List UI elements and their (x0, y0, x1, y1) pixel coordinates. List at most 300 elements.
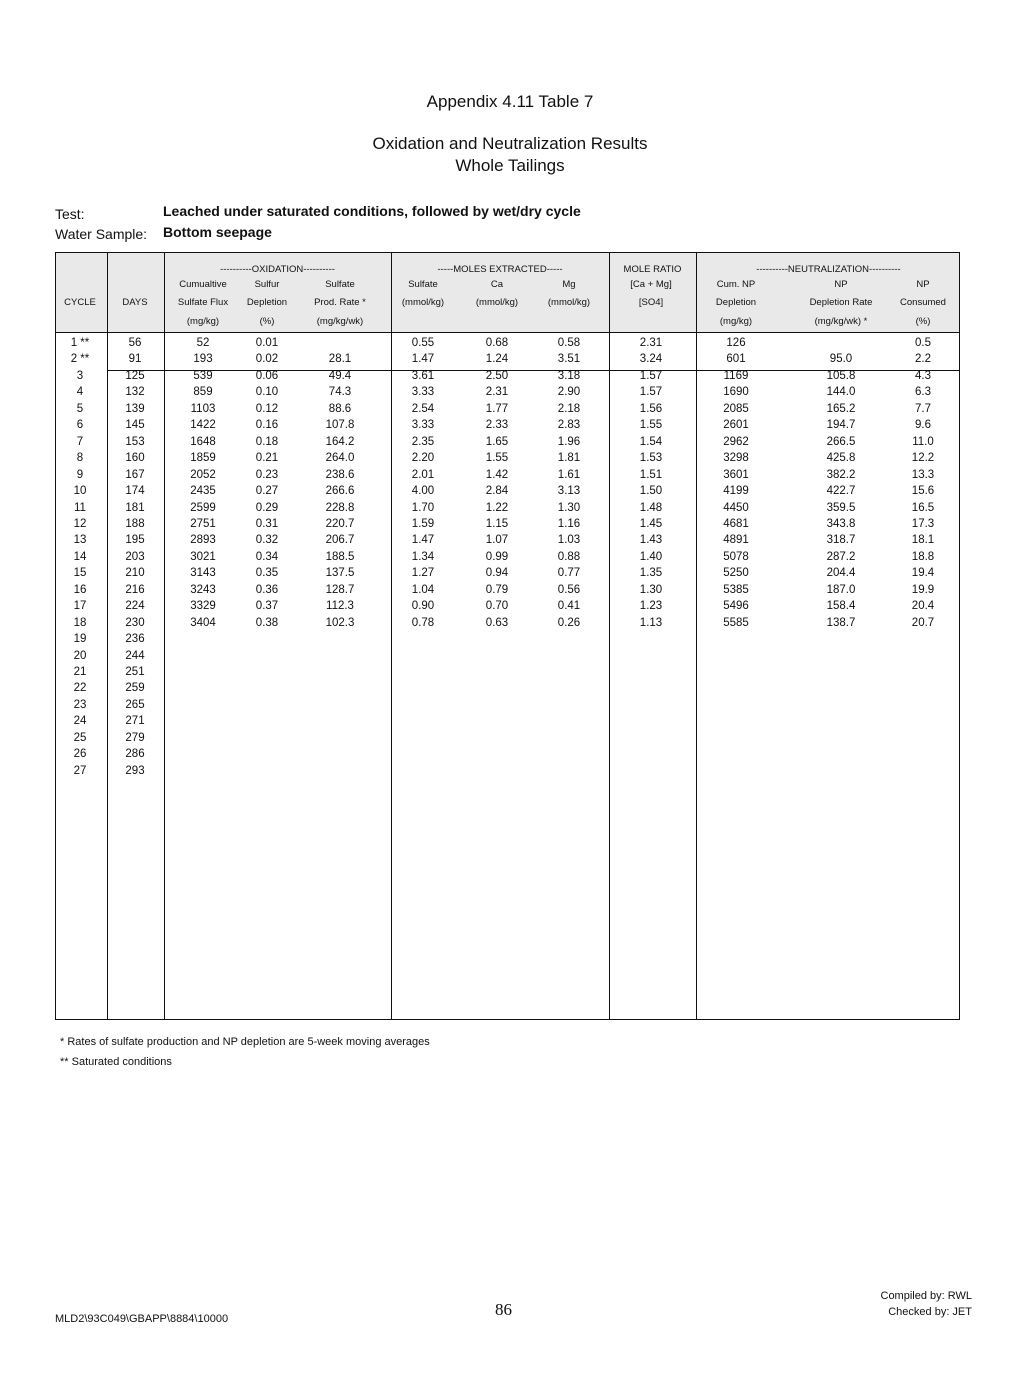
cell-sulfate-mmol: 3.33 (411, 386, 435, 399)
cell-cycle: 3 (76, 369, 84, 382)
table-row (56, 434, 959, 450)
cell-mg-mmol: 1.96 (557, 435, 581, 448)
col-header-sulfate-prod-rate: (mg/kg/wk) (316, 316, 364, 327)
table-row (56, 417, 959, 433)
cell-mg-mmol: 0.41 (557, 600, 581, 613)
cell-days: 91 (128, 353, 142, 366)
cell-days: 174 (125, 485, 145, 498)
cell-cum-np-depletion: 1690 (723, 386, 749, 399)
cell-np-consumed: 4.3 (915, 369, 931, 382)
cell-sulfur-depletion: 0.18 (255, 435, 279, 448)
cell-mg-mmol: 1.61 (557, 468, 581, 481)
cell-cycle: 14 (73, 550, 87, 563)
col-header-mg-mmol: (mmol/kg) (547, 297, 591, 308)
cell-days: 210 (125, 567, 145, 580)
table-row (56, 664, 959, 680)
cell-days: 271 (125, 715, 145, 728)
cell-cycle: 15 (73, 567, 87, 580)
cell-np-consumed: 18.1 (911, 534, 935, 547)
cell-sulfur-depletion: 0.34 (255, 550, 279, 563)
cell-cycle: 22 (73, 682, 87, 695)
table-row (56, 335, 959, 351)
cell-cum-np-depletion: 2962 (723, 435, 749, 448)
cell-cycle: 16 (73, 583, 87, 596)
cell-cum-np-depletion: 5078 (723, 550, 749, 563)
cell-mole-ratio: 1.51 (639, 468, 663, 481)
cell-ca-mmol: 0.70 (485, 600, 509, 613)
table-row (56, 713, 959, 729)
group-moles-extracted: -----MOLES EXTRACTED----- (437, 264, 563, 275)
col-header-np-consumed: Consumed (900, 297, 946, 308)
cell-cycle: 4 (76, 386, 84, 399)
cell-sulfate-prod-rate: 128.7 (325, 583, 355, 596)
cell-cycle: 12 (73, 517, 87, 530)
cell-sulfate-mmol: 1.47 (411, 353, 435, 366)
table-row (56, 763, 959, 779)
cell-np-consumed: 13.3 (911, 468, 935, 481)
cell-np-depletion-rate: 425.8 (826, 452, 856, 465)
header-divider (56, 332, 959, 333)
cell-cum-np-depletion: 3601 (723, 468, 749, 481)
cell-sulfur-depletion: 0.06 (255, 369, 279, 382)
compiled-by: Compiled by: RWL (880, 1290, 972, 1302)
checked-by: Checked by: JET (888, 1306, 972, 1318)
cell-sulfate-mmol: 3.33 (411, 419, 435, 432)
cell-mole-ratio: 1.43 (639, 534, 663, 547)
group-mole-ratio: MOLE RATIO (623, 264, 682, 275)
cell-np-depletion-rate: 165.2 (826, 402, 856, 415)
cell-ca-mmol: 2.84 (485, 485, 509, 498)
cell-days: 167 (125, 468, 145, 481)
cell-mg-mmol: 0.56 (557, 583, 581, 596)
table-row (56, 746, 959, 762)
cell-sulfate-mmol: 2.01 (411, 468, 435, 481)
cell-cum-np-depletion: 4891 (723, 534, 749, 547)
col-header-sulfur-depletion: (%) (259, 316, 275, 327)
cell-cycle: 11 (74, 501, 86, 514)
table-row (56, 483, 959, 499)
test-label: Test: (55, 206, 85, 222)
cell-mg-mmol: 3.18 (557, 369, 581, 382)
col-header-np-depletion-rate: NP (834, 279, 848, 290)
cell-cumulative-sulfate-flux: 859 (193, 386, 213, 399)
cell-cumulative-sulfate-flux: 52 (196, 337, 210, 349)
cell-mg-mmol: 3.51 (557, 353, 581, 366)
cell-np-depletion-rate: 343.8 (826, 517, 856, 530)
cell-cum-np-depletion: 126 (726, 337, 746, 349)
cell-sulfur-depletion: 0.37 (255, 600, 279, 613)
col-header-cumulative-sulfate-flux: (mg/kg) (186, 316, 220, 327)
cell-days: 286 (125, 748, 145, 761)
cell-sulfate-mmol: 2.54 (411, 402, 435, 415)
cell-cum-np-depletion: 1169 (723, 369, 749, 382)
cell-cumulative-sulfate-flux: 2052 (190, 468, 216, 481)
cell-mg-mmol: 0.26 (557, 616, 581, 629)
cell-sulfate-mmol: 1.47 (411, 534, 435, 547)
cell-sulfate-prod-rate: 112.3 (326, 600, 354, 613)
table-row (56, 565, 959, 581)
cell-cycle: 20 (73, 649, 87, 662)
cell-days: 224 (125, 600, 145, 613)
cell-sulfate-prod-rate: 264.0 (325, 452, 355, 465)
cell-sulfur-depletion: 0.36 (255, 583, 279, 596)
cell-cum-np-depletion: 2601 (723, 419, 749, 432)
table-row (56, 680, 959, 696)
cell-sulfur-depletion: 0.02 (255, 353, 279, 366)
cell-mole-ratio: 1.54 (639, 435, 663, 448)
cell-np-depletion-rate: 287.2 (826, 550, 856, 563)
table-row (56, 615, 959, 631)
cell-mole-ratio: 1.55 (639, 419, 663, 432)
cell-days: 203 (125, 550, 145, 563)
cell-np-consumed: 18.8 (911, 550, 935, 563)
table-row (56, 351, 959, 367)
cell-sulfur-depletion: 0.21 (255, 452, 279, 465)
cell-mg-mmol: 1.03 (557, 534, 581, 547)
cell-mg-mmol: 1.81 (557, 452, 581, 465)
cell-sulfate-prod-rate: 88.6 (328, 402, 352, 415)
cell-days: 230 (125, 616, 145, 629)
col-header-cumulative-sulfate-flux: Cumualtive (179, 279, 227, 290)
cell-sulfur-depletion: 0.29 (255, 501, 279, 514)
footnote-saturated: ** Saturated conditions (60, 1056, 172, 1068)
cell-cycle: 27 (73, 764, 87, 777)
cell-cum-np-depletion: 5385 (723, 583, 749, 596)
cell-mole-ratio: 1.30 (639, 583, 663, 596)
cell-mole-ratio: 3.24 (639, 353, 663, 366)
col-header-np-depletion-rate: (mg/kg/wk) * (814, 316, 868, 327)
cell-ca-mmol: 1.42 (485, 468, 509, 481)
cell-days: 236 (125, 633, 145, 646)
cell-cycle: 17 (73, 600, 87, 613)
col-header-sulfate-prod-rate: Sulfate (325, 279, 355, 290)
table-row (56, 598, 959, 614)
cell-cumulative-sulfate-flux: 2751 (190, 517, 216, 530)
cell-days: 181 (125, 501, 145, 514)
cell-sulfate-prod-rate: 266.6 (325, 485, 355, 498)
cell-sulfate-mmol: 1.70 (411, 501, 435, 514)
cell-sulfur-depletion: 0.12 (255, 402, 279, 415)
cell-cum-np-depletion: 4199 (723, 485, 749, 498)
cell-np-consumed: 19.4 (911, 567, 935, 580)
cell-np-consumed: 19.9 (911, 583, 935, 596)
group-oxidation: ----------OXIDATION---------- (220, 264, 335, 275)
cell-np-consumed: 0.5 (915, 337, 931, 349)
cell-cumulative-sulfate-flux: 193 (193, 353, 213, 366)
table-row (56, 549, 959, 565)
cell-cum-np-depletion: 5250 (723, 567, 749, 580)
water-sample-label: Water Sample: (55, 226, 148, 242)
cell-np-depletion-rate: 382.2 (826, 468, 856, 481)
cell-days: 244 (125, 649, 145, 662)
cell-cumulative-sulfate-flux: 3404 (190, 616, 216, 629)
cell-days: 216 (125, 583, 145, 596)
cell-cycle: 26 (73, 748, 87, 761)
cell-days: 251 (125, 666, 145, 678)
cell-mole-ratio: 1.57 (639, 386, 663, 399)
cell-cumulative-sulfate-flux: 3243 (190, 583, 216, 596)
col-header-sulfate-prod-rate: Prod. Rate * (314, 297, 366, 308)
col-header-np-depletion-rate: Depletion Rate (809, 297, 873, 308)
cell-cycle: 9 (76, 468, 84, 481)
cell-cum-np-depletion: 5496 (723, 600, 749, 613)
cell-cumulative-sulfate-flux: 1859 (190, 452, 216, 465)
cell-np-depletion-rate: 204.4 (826, 567, 856, 580)
cell-np-consumed: 7.7 (915, 402, 931, 415)
cell-sulfate-mmol: 0.78 (411, 616, 435, 629)
cell-mole-ratio: 1.13 (639, 616, 663, 629)
cell-cycle: 18 (73, 616, 87, 629)
table-subtitle: Whole Tailings (455, 156, 565, 175)
cell-mole-ratio: 1.57 (639, 369, 663, 382)
col-header-cumulative-sulfate-flux: Sulfate Flux (177, 297, 229, 308)
cell-cum-np-depletion: 4681 (723, 517, 749, 530)
cell-np-depletion-rate: 359.5 (826, 501, 856, 514)
cell-np-consumed: 20.4 (911, 600, 935, 613)
cell-sulfate-prod-rate: 238.6 (325, 468, 355, 481)
cell-sulfate-mmol: 1.27 (411, 567, 435, 580)
cell-days: 153 (125, 435, 145, 448)
cell-cumulative-sulfate-flux: 539 (193, 369, 213, 382)
cell-mg-mmol: 1.16 (557, 517, 581, 530)
appendix-title: Appendix 4.11 Table 7 (426, 92, 594, 111)
table-row (56, 582, 959, 598)
cell-ca-mmol: 0.68 (485, 337, 509, 349)
cell-cycle: 23 (73, 698, 87, 711)
cell-ca-mmol: 1.15 (485, 517, 509, 530)
cell-cycle: 25 (73, 731, 87, 744)
cell-sulfate-mmol: 1.04 (411, 583, 435, 596)
cell-cycle: 6 (76, 419, 84, 432)
cell-sulfur-depletion: 0.27 (255, 485, 279, 498)
cell-sulfate-prod-rate: 74.3 (328, 386, 352, 399)
cell-cycle: 21 (73, 666, 87, 678)
cell-days: 195 (125, 534, 145, 547)
cell-cum-np-depletion: 4450 (723, 501, 749, 514)
col-header-sulfate-mmol: (mmol/kg) (401, 297, 445, 308)
cell-np-consumed: 9.6 (915, 419, 931, 432)
cell-ca-mmol: 0.99 (485, 550, 509, 563)
cell-days: 259 (125, 682, 145, 695)
cell-mg-mmol: 1.30 (557, 501, 581, 514)
cell-np-depletion-rate: 95.0 (829, 353, 853, 366)
cell-sulfate-prod-rate: 102.3 (325, 616, 355, 629)
col-header-np-consumed: NP (916, 279, 930, 290)
table-row (56, 384, 959, 400)
cell-sulfur-depletion: 0.16 (255, 419, 279, 432)
cell-cycle: 19 (73, 633, 87, 646)
cell-cycle: 5 (76, 402, 84, 415)
cell-days: 125 (125, 369, 145, 382)
water-sample-value: Bottom seepage (163, 224, 272, 240)
cell-cumulative-sulfate-flux: 1103 (190, 402, 216, 415)
cell-mg-mmol: 2.83 (557, 419, 581, 432)
cell-sulfur-depletion: 0.38 (255, 616, 279, 629)
cell-sulfate-prod-rate: 220.7 (325, 517, 355, 530)
col-header-mole-ratio: [SO4] (638, 297, 664, 308)
cell-ca-mmol: 2.31 (485, 386, 509, 399)
cell-sulfur-depletion: 0.01 (255, 337, 279, 349)
cell-ca-mmol: 1.22 (485, 501, 509, 514)
cell-np-consumed: 11.0 (912, 435, 934, 448)
cell-mole-ratio: 1.35 (639, 567, 663, 580)
cell-ca-mmol: 1.65 (485, 435, 509, 448)
col-header-cum-np-depletion: Depletion (715, 297, 757, 308)
cell-cumulative-sulfate-flux: 2435 (190, 485, 216, 498)
cell-cum-np-depletion: 2085 (723, 402, 749, 415)
cell-ca-mmol: 2.33 (485, 419, 509, 432)
cell-sulfate-mmol: 1.34 (411, 550, 435, 563)
cell-np-consumed: 15.6 (911, 485, 935, 498)
cell-sulfur-depletion: 0.23 (255, 468, 279, 481)
cell-np-consumed: 20.7 (911, 616, 935, 629)
col-header-cum-np-depletion: Cum. NP (716, 279, 756, 290)
cell-mole-ratio: 1.50 (639, 485, 663, 498)
cell-sulfate-prod-rate: 49.4 (328, 369, 352, 382)
cell-np-depletion-rate: 318.7 (826, 534, 856, 547)
cell-sulfur-depletion: 0.10 (255, 386, 279, 399)
cell-ca-mmol: 1.24 (485, 353, 509, 366)
cell-sulfate-prod-rate: 137.5 (325, 567, 355, 580)
cell-np-consumed: 16.5 (911, 501, 935, 514)
cell-np-depletion-rate: 138.7 (826, 616, 856, 629)
cell-cumulative-sulfate-flux: 3329 (190, 600, 216, 613)
cell-cycle: 8 (76, 452, 84, 465)
cell-days: 188 (125, 517, 145, 530)
cell-cycle: 2 ** (70, 353, 90, 366)
col-header-cycle: CYCLE (64, 297, 96, 308)
cell-ca-mmol: 0.94 (485, 567, 509, 580)
cell-cum-np-depletion: 5585 (723, 616, 749, 629)
col-header-sulfur-depletion: Sulfur (254, 279, 280, 290)
table-row (56, 500, 959, 516)
cell-np-depletion-rate: 194.7 (826, 419, 856, 432)
col-header-np-consumed: (%) (915, 316, 931, 327)
cell-sulfate-prod-rate: 206.7 (325, 534, 355, 547)
cell-sulfate-mmol: 1.59 (411, 517, 435, 530)
cell-cycle: 10 (73, 485, 87, 498)
cell-sulfate-prod-rate: 164.2 (325, 435, 355, 448)
cell-mole-ratio: 1.56 (639, 402, 663, 415)
cell-mg-mmol: 0.88 (557, 550, 581, 563)
col-header-sulfate-mmol: Sulfate (408, 279, 438, 290)
cell-cumulative-sulfate-flux: 3021 (190, 550, 216, 563)
table-row (56, 516, 959, 532)
cell-cycle: 24 (73, 715, 87, 728)
cell-cycle: 1 ** (70, 337, 90, 349)
cell-cycle: 7 (76, 435, 84, 448)
col-header-mole-ratio: [Ca + Mg] (630, 279, 672, 290)
cell-sulfate-prod-rate: 188.5 (325, 550, 355, 563)
table-row (56, 368, 959, 384)
table-row (56, 401, 959, 417)
cell-mole-ratio: 1.40 (639, 550, 663, 563)
cell-sulfate-mmol: 2.35 (411, 435, 435, 448)
col-header-days: DAYS (122, 297, 148, 308)
cell-sulfur-depletion: 0.31 (255, 517, 279, 530)
cell-sulfur-depletion: 0.32 (255, 534, 279, 547)
cell-mg-mmol: 2.90 (557, 386, 581, 399)
cell-np-depletion-rate: 158.4 (826, 600, 856, 613)
cell-mole-ratio: 1.23 (639, 600, 663, 613)
cell-np-depletion-rate: 266.5 (826, 435, 856, 448)
cell-ca-mmol: 2.50 (485, 369, 509, 382)
group-neutralization: ----------NEUTRALIZATION---------- (756, 264, 901, 275)
cell-cum-np-depletion: 3298 (723, 452, 749, 465)
cell-np-consumed: 6.3 (915, 386, 931, 399)
cell-mole-ratio: 1.53 (639, 452, 663, 465)
file-path: MLD2\93C049\GBAPP\8884\10000 (55, 1313, 229, 1325)
table-title: Oxidation and Neutralization Results (372, 134, 648, 153)
cell-days: 132 (125, 386, 145, 399)
cell-cumulative-sulfate-flux: 2893 (190, 534, 216, 547)
cell-cumulative-sulfate-flux: 1422 (190, 419, 216, 432)
cell-mg-mmol: 0.58 (557, 337, 581, 349)
cell-cumulative-sulfate-flux: 1648 (190, 435, 216, 448)
cell-ca-mmol: 1.77 (485, 402, 509, 415)
cell-sulfate-mmol: 0.55 (411, 337, 435, 349)
cell-days: 279 (125, 731, 145, 744)
cell-days: 160 (125, 452, 145, 465)
cell-sulfate-prod-rate: 28.1 (328, 353, 352, 366)
table-row (56, 648, 959, 664)
col-header-ca-mmol: Ca (490, 279, 504, 290)
cell-days: 265 (125, 698, 145, 711)
cell-ca-mmol: 0.79 (485, 583, 509, 596)
cell-days: 139 (125, 402, 145, 415)
table-row (56, 532, 959, 548)
col-header-cum-np-depletion: (mg/kg) (719, 316, 753, 327)
cell-mole-ratio: 2.31 (639, 337, 663, 349)
cell-cum-np-depletion: 601 (726, 353, 746, 366)
table-row (56, 467, 959, 483)
cell-cumulative-sulfate-flux: 2599 (190, 501, 216, 514)
cell-cumulative-sulfate-flux: 3143 (190, 567, 216, 580)
cell-ca-mmol: 0.63 (485, 616, 509, 629)
cell-ca-mmol: 1.07 (485, 534, 509, 547)
cell-sulfate-prod-rate: 228.8 (325, 501, 355, 514)
cell-mole-ratio: 1.48 (639, 501, 663, 514)
cell-np-consumed: 17.3 (911, 517, 935, 530)
cell-np-consumed: 12.2 (911, 452, 935, 465)
table-row (56, 697, 959, 713)
cell-ca-mmol: 1.55 (485, 452, 509, 465)
results-table (55, 252, 960, 1020)
page-number: 86 (495, 1300, 512, 1319)
cell-days: 56 (128, 337, 142, 349)
cell-mg-mmol: 3.13 (557, 485, 581, 498)
cell-sulfur-depletion: 0.35 (255, 567, 279, 580)
cell-days: 293 (125, 764, 145, 777)
cell-np-depletion-rate: 422.7 (826, 485, 856, 498)
col-header-sulfur-depletion: Depletion (246, 297, 288, 308)
cell-mg-mmol: 2.18 (557, 402, 581, 415)
cell-np-depletion-rate: 187.0 (826, 583, 856, 596)
col-header-ca-mmol: (mmol/kg) (475, 297, 519, 308)
cell-sulfate-mmol: 4.00 (411, 485, 435, 498)
test-value: Leached under saturated conditions, followed by wet/dry cycle (163, 203, 581, 219)
table-row (56, 631, 959, 647)
cell-mg-mmol: 0.77 (557, 567, 581, 580)
cell-sulfate-mmol: 0.90 (411, 600, 435, 613)
col-header-mg-mmol: Mg (562, 279, 576, 290)
table-row (56, 450, 959, 466)
cell-sulfate-mmol: 3.61 (411, 369, 435, 382)
footnote-rates: * Rates of sulfate production and NP depletion are 5-week moving averages (60, 1036, 430, 1048)
cell-mole-ratio: 1.45 (639, 517, 663, 530)
cell-days: 145 (125, 419, 145, 432)
cell-np-consumed: 2.2 (915, 353, 931, 366)
